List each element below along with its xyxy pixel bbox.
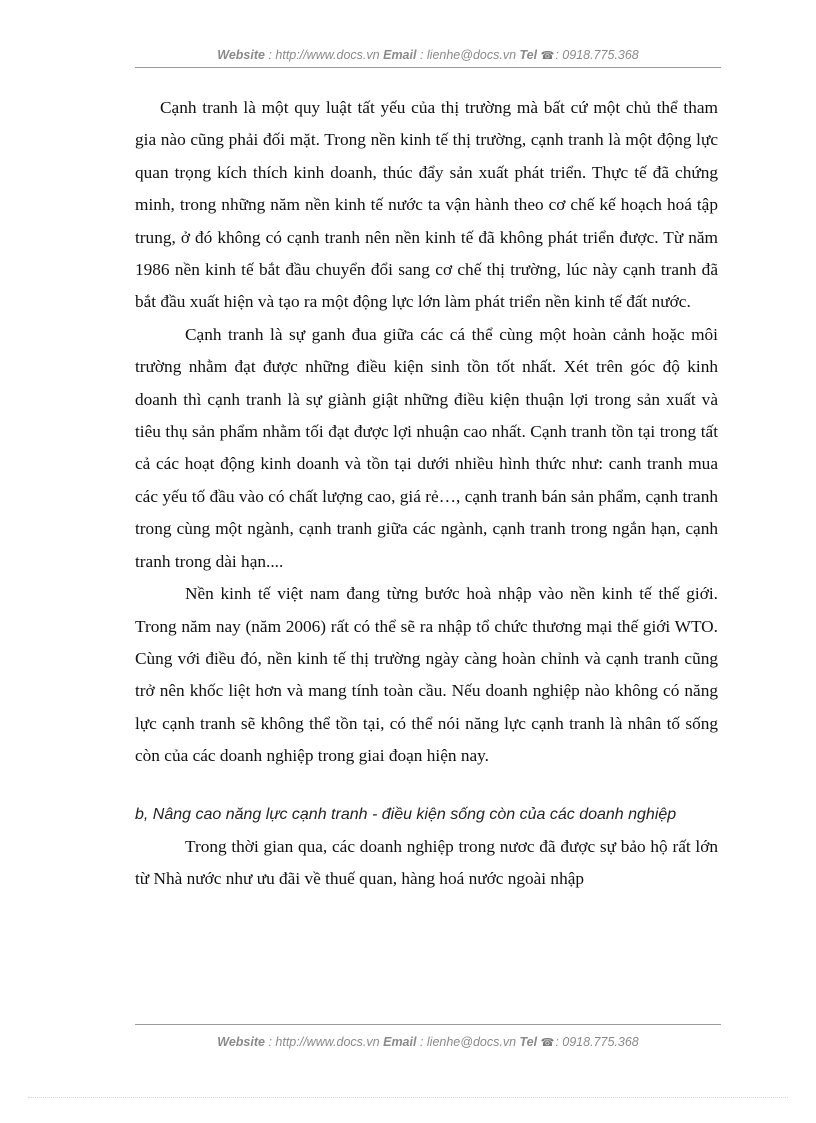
tel-label: Tel [519, 1035, 538, 1049]
paragraph-1: Cạnh tranh là một quy luật tất yếu của thị trường mà bất cứ một chủ thể tham gia nào cũng phải đối mặt. Trong nền kinh tế thị trường, cạnh tranh là một động lực quan trọng kích thích kinh doanh, thúc đẩy sản xuất phát triển. Thực tế đã chứng minh, trong những năm nền kinh tế nước ta vận hành theo cơ chế kế hoạch hoá tập trung, ở đó không có cạnh tranh nên nền kinh tế đã không phát triển được. Từ năm 1986 nền kinh tế bắt đầu chuyển đổi sang cơ chế thị trường, lúc này cạnh tranh đã bắt đầu xuất hiện và tạo ra một động lực lớn làm phát triển nền kinh tế đất nước. [135, 98, 718, 312]
email-address[interactable]: : lienhe@docs.vn [419, 48, 517, 62]
email-label: Email [383, 1035, 417, 1049]
tel-number: : 0918.775.368 [555, 48, 639, 62]
header-divider [135, 67, 721, 68]
paragraph-4: Trong thời gian qua, các doanh nghiệp trong nươc đã được sự bảo hộ rất lớn từ Nhà nước như ưu đãi về thuế quan, hàng hoá nước ngoài nhập [135, 836, 718, 889]
email-label: Email [383, 48, 417, 62]
paragraph-2: Cạnh tranh là sự ganh đua giữa các cá thể cùng một hoàn cảnh hoặc môi trường nhằm đạt được những điều kiện sinh tồn tốt nhất. Xét trên góc độ kinh doanh thì cạnh tranh là sự giành giật những điều kiện thuận lợi trong sản xuất và tiêu thụ sản phẩm nhằm tối đạt được lợi nhuận cao nhất. Cạnh tranh tồn tại trong tất cả các hoạt động kinh doanh và tồn tại dưới nhiều hình thức như: canh tranh mua các yếu tố đầu vào có chất lượng cao, giá rẻ…, cạnh tranh bán sản phẩm, cạnh tranh trong cùng một ngành, cạnh tranh giữa các ngành, cạnh tranh trong ngắn hạn, cạnh tranh trong dài hạn.... [135, 324, 718, 571]
page-edge-divider [28, 1097, 788, 1098]
page-footer [135, 1035, 721, 1053]
phone-icon: ☎ [540, 1037, 555, 1049]
tel-number: : 0918.775.368 [555, 1035, 639, 1049]
paragraph-3: Nền kinh tế việt nam đang từng bước hoà nhập vào nền kinh tế thế giới. Trong năm nay (năm 2006) rất có thể sẽ ra nhập tổ chức thương mại thế giới WTO. Cùng với điều đó, nền kinh tế thị trường ngày càng hoàn chỉnh và cạnh tranh cũng trở nên khốc liệt hơn và mang tính toàn cầu. Nếu doanh nghiệp nào không có năng lực cạnh tranh sẽ không thể tồn tại, có thể nói năng lực cạnh tranh là nhân tố sống còn của các doanh nghiệp trong giai đoạn hiện nay. [135, 584, 718, 766]
footer-divider [135, 1024, 721, 1025]
website-label: Website [217, 48, 265, 62]
page-header [135, 48, 721, 66]
website-label: Website [217, 1035, 265, 1049]
phone-icon: ☎ [540, 50, 555, 62]
document-body [135, 92, 718, 896]
section-heading: b, Nâng cao năng lực cạnh tranh - điều kiện sống còn của các doanh nghiệp [135, 805, 677, 823]
email-address[interactable]: : lienhe@docs.vn [419, 1035, 517, 1049]
website-url[interactable]: : http://www.docs.vn [268, 48, 380, 62]
website-url[interactable]: : http://www.docs.vn [268, 1035, 380, 1049]
tel-label: Tel [519, 48, 538, 62]
